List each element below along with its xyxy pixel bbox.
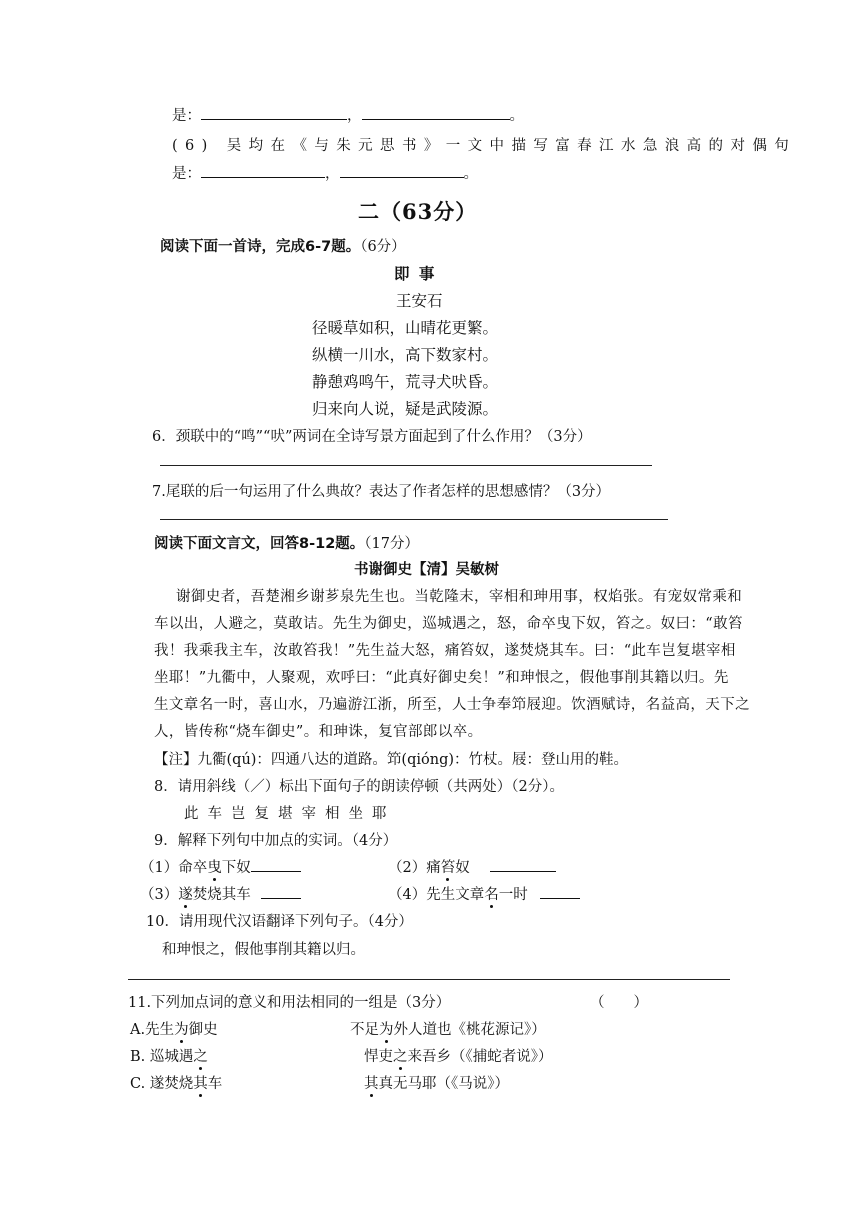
q6-answer-rule[interactable] [160, 465, 652, 466]
poem-intro-score: （6分） [360, 239, 406, 255]
q11-option-c-right [364, 1072, 509, 1093]
q5-prefix: 是： [172, 108, 201, 124]
q6-sep: ， [325, 166, 340, 182]
prose-line: 我！我乘我主车，汝敢笞我！”先生益大怒，痛笞奴，遂焚烧其车。曰：“此车岂复堪宰相 [154, 643, 736, 659]
q9-item-post: 奴 [455, 860, 470, 876]
q9-item-1 [140, 856, 301, 877]
prose-line [154, 585, 742, 606]
prose-intro-score: （17分） [364, 536, 419, 552]
q11-option-c-left [130, 1072, 222, 1093]
question-11: 11.下列加点词的意义和用法相同的一组是（3分） [128, 995, 451, 1011]
prose-intro-text: 阅读下面文言文，回答8-12题。 [154, 536, 365, 552]
q9-item-pre: （3） [140, 887, 179, 903]
poem-intro-text: 阅读下面一首诗，完成6-7题。 [160, 239, 361, 255]
option-text: 车 [207, 1076, 223, 1092]
q9-item-post: 下奴 [221, 860, 251, 876]
q11-option-a-left [130, 1018, 218, 1039]
q10-sentence: 和珅恨之，假他事削其籍以归。 [162, 942, 365, 958]
prose-line-text: 谢御史者，吾楚湘乡谢芗泉先生也。当乾隆末，宰相和珅用事，权焰张。有宠奴常乘和 [176, 589, 743, 605]
prose-intro [154, 532, 419, 553]
q5-blank-1[interactable] [201, 105, 347, 120]
q9-blank-1[interactable] [251, 857, 301, 872]
option-text: 御史 [188, 1022, 218, 1038]
prose-title: 书谢御史【清】吴敏树 [354, 562, 499, 578]
q11-answer-bracket[interactable]: （ ） [590, 995, 648, 1011]
question-7: 7.尾联的后一句运用了什么典故？表达了作者怎样的思想感情？（3分） [152, 484, 611, 500]
q11-option-b-left [130, 1045, 208, 1066]
poem-author: 王安石 [396, 292, 443, 310]
q9-item-pre: （1）命卒 [140, 860, 208, 876]
q10-answer-rule[interactable] [128, 979, 730, 980]
option-dotted-word: 之 [393, 1049, 408, 1065]
q5-sep: ， [347, 108, 362, 124]
q6-blank-2[interactable] [340, 163, 464, 178]
q9-item-4 [388, 883, 580, 904]
prose-line: 坐耶！”九衢中，人聚观，欢呼曰：“此真好御史矣！”和珅恨之，假他事削其籍以归。先 [154, 670, 729, 686]
poem-line: 静憩鸡鸣午，荒寻犬吠昏。 [312, 373, 499, 391]
option-text: C. 遂焚烧 [130, 1076, 194, 1092]
q9-dotted-word: 名 [484, 887, 499, 903]
q7-answer-rule[interactable] [160, 519, 668, 520]
q5-answer-line [172, 104, 524, 125]
poem-title: 即 事 [394, 265, 437, 283]
q11-option-b-right [364, 1045, 553, 1066]
question-8: 8．请用斜线（／）标出下面句子的朗读停顿（共两处）（2分）。 [154, 779, 564, 795]
q9-item-pre: （4）先生文章 [388, 887, 485, 903]
q6-end: 。 [463, 166, 478, 182]
q9-item-3 [140, 883, 301, 904]
poem-line: 纵横一川水，高下数家村。 [312, 346, 499, 364]
poem-line: 径暖草如积，山晴花更繁。 [312, 319, 499, 337]
q6-blank-1[interactable] [201, 163, 325, 178]
q9-blank-2[interactable] [490, 857, 556, 872]
section-title: 二（63分） [358, 199, 478, 224]
prose-line: 车以出，人避之，莫敢诘。先生为御史，巡城遇之，怒，命卒曳下奴，笞之。奴曰：“敢笞 [154, 616, 743, 632]
q9-blank-3[interactable] [261, 884, 301, 899]
option-text: 外人道也《桃花源记》） [393, 1022, 546, 1038]
q8-sentence[interactable]: 此车岂复堪宰相坐耶 [184, 806, 396, 822]
q9-dotted-word: 曳 [207, 860, 222, 876]
option-text: 来吾乡（《捕蛇者说》） [407, 1049, 553, 1065]
q5-end: 。 [509, 108, 524, 124]
q6-prefix: 是： [172, 166, 201, 182]
q5-blank-2[interactable] [362, 105, 510, 120]
option-dotted-word: 之 [193, 1049, 208, 1065]
poem-line: 归来向人说，疑是武陵源。 [312, 400, 499, 418]
q9-dotted-word: 遂 [178, 887, 193, 903]
option-text: 不足 [350, 1022, 379, 1038]
q11-option-a-right [350, 1018, 546, 1039]
q6-answer-line [172, 162, 478, 183]
question-9: 9．解释下列句中加点的实词。（4分） [154, 833, 398, 849]
option-dotted-word: 为 [174, 1022, 189, 1038]
q9-item-post: 焚烧其车 [192, 887, 251, 903]
q9-item-2 [388, 856, 556, 877]
q9-blank-4[interactable] [540, 884, 580, 899]
q9-item-pre: （2）痛 [388, 860, 441, 876]
prose-line: 生文章名一时，喜山水，乃遍游江浙，所至，人士争奉笻屐迎。饮酒赋诗，名益高，天下之 [154, 697, 750, 713]
option-text: A.先生 [130, 1022, 175, 1038]
option-dotted-word: 为 [379, 1022, 394, 1038]
option-dotted-word: 其 [364, 1076, 379, 1092]
option-text: 悍吏 [364, 1049, 393, 1065]
option-dotted-word: 其 [193, 1076, 208, 1092]
prose-note: 【注】九衢(qú)：四通八达的道路。笻(qióng)：竹杖。屐：登山用的鞋。 [154, 752, 629, 768]
option-text: 真无马耶（《马说》） [378, 1076, 509, 1092]
option-text: B. 巡城遇 [130, 1049, 194, 1065]
poem-intro [160, 235, 406, 256]
question-6: 6．颈联中的“鸣”“吠”两词在全诗写景方面起到了什么作用？（3分） [152, 429, 592, 445]
q9-dotted-word: 笞 [440, 860, 456, 876]
prose-line: 人，皆传称“烧车御史”。和珅诛，复官部郎以卒。 [154, 724, 483, 740]
question-10: 10．请用现代汉语翻译下列句子。（4分） [146, 914, 413, 930]
q9-item-post: 一时 [498, 887, 528, 903]
q6-fill-question: (6) 吴均在《与朱元思书》一文中描写富春江水急浪高的对偶句 [172, 138, 797, 154]
